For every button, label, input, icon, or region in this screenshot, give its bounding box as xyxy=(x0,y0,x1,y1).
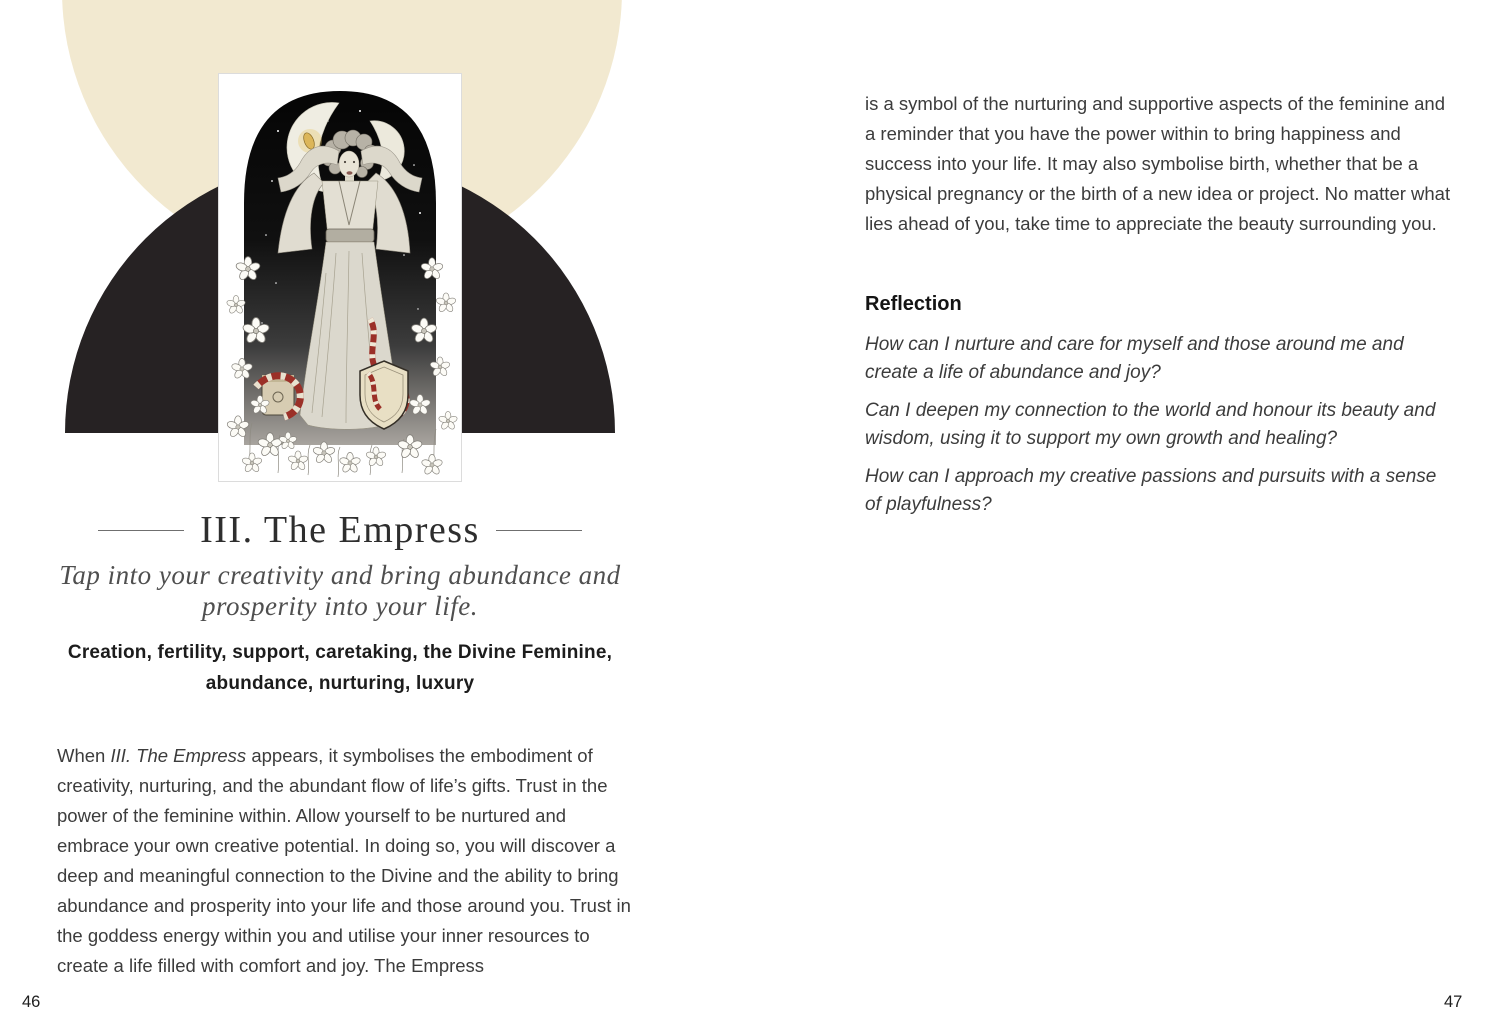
page-number-right: 47 xyxy=(1444,993,1463,1011)
title-rule-left xyxy=(98,530,184,531)
card-keywords-line2: abundance, nurturing, luxury xyxy=(205,673,475,694)
card-title-row xyxy=(57,508,623,552)
card-subtitle-line1: Tap into your creativity and bring abundance and xyxy=(59,560,621,590)
reflection-question: How can I nurture and care for myself and those around me and create a life of abundance and joy? xyxy=(865,334,1404,383)
reflection-heading: Reflection xyxy=(865,293,962,315)
body-prefix: When xyxy=(57,744,111,766)
card-subtitle xyxy=(57,560,623,622)
page-number-left: 46 xyxy=(22,993,41,1011)
body-rest: appears, it symbolises the embodiment of creativity, nurturing, and the abundant flow of life’s gifts. Trust in the power of the feminine within. Allow yourself to be nurtured and embrace your own creative potential. In doing so, you will discover a deep and meaningful connection to the Divine and the ability to bring abundance and prosperity into your life and those around you. Trust in the goddess energy within you and utilise your inner resources to create a life filled with comfort and joy. The Empress xyxy=(57,744,631,976)
card-keywords xyxy=(57,637,623,699)
empress-card-illustration xyxy=(218,73,462,482)
card-description-paragraph xyxy=(57,741,643,981)
card-keywords-line1: Creation, fertility, support, caretaking, the Divine Feminine, xyxy=(67,642,613,663)
body-card-name: III. The Empress xyxy=(110,744,247,766)
reflection-questions xyxy=(865,331,1451,529)
card-subtitle-line2: prosperity into your life. xyxy=(202,591,478,621)
page-title: III. The Empress xyxy=(200,509,480,551)
reflection-question: How can I approach my creative passions and pursuits with a sense of playfulness? xyxy=(865,466,1437,515)
title-rule-right xyxy=(496,530,582,531)
reflection-question: Can I deepen my connection to the world and honour its beauty and wisdom, using it to support my own growth and healing? xyxy=(865,400,1436,449)
card-description-continuation: is a symbol of the nurturing and supportive aspects of the feminine and a reminder that you have the power within to bring happiness and success into your life. It may also symbolise birth, whether that be a physical pregnancy or the birth of a new idea or project. No matter what lies ahead of you, take time to appreciate the beauty surrounding you. xyxy=(865,92,1451,234)
